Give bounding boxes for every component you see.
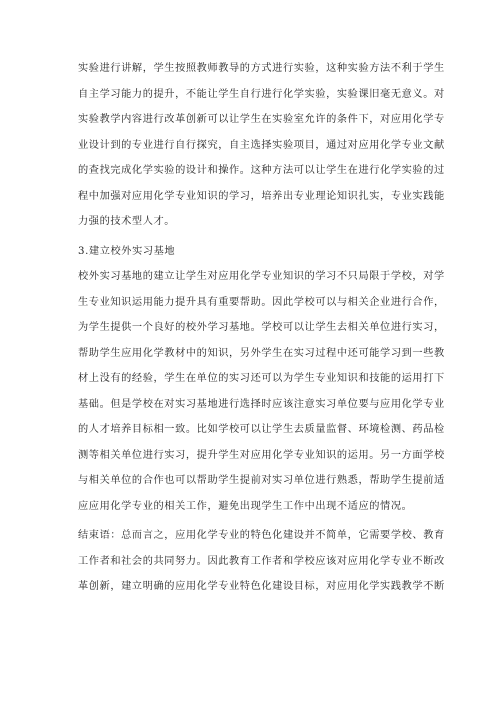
text-line: 测等相关单位进行实习，提升学生对应用化学专业知识的运用。另一方面学校 [78,449,445,461]
text-line: 应应用化学专业的相关工作，避免出现学生工作中出现不适应的情况。 [78,500,413,512]
text-line: 实验教学内容进行改革创新可以让学生在实验室允许的条件下，对应用化学专 [78,114,445,125]
text-line: 工作者和社会的共同努力。因此教育工作者和学校应该对应用化学专业不断改 [78,555,445,567]
text-line: 与相关单位的合作也可以帮助学生提前对实习单位进行熟悉，帮助学生提前适 [78,475,445,486]
text-line: 结束语：总而言之，应用化学专业的特色化建设并不简单，它需要学校、教育 [78,530,445,541]
section-heading: 3.建立校外实习基地 [78,245,176,257]
document-page [78,56,445,600]
paragraph-conclusion [78,523,445,600]
paragraph-experiment-teaching [78,56,445,235]
text-line: 业设计到的专业进行自行探究，自主选择实验项目，通过对应用化学专业文献 [78,139,445,151]
paragraph-internship-base [78,264,445,519]
text-line: 校外实习基地的建立让学生对应用化学专业知识的学习不只局限于学校，对学 [78,271,445,282]
text-line: 的查找完成化学实验的设计和操作。这种方法可以让学生在进行化学实验的过 [78,165,445,176]
text-line: 为学生提供一个良好的校外学习基地。学校可以让学生去相关单位进行实习， [78,322,445,333]
text-line: 的人才培养目标相一致。比如学校可以让学生去质量监督、环境检测、药品检 [78,424,445,435]
text-line: 生专业知识运用能力提升具有重要帮助。因此学校可以与相关企业进行合作， [78,296,445,308]
text-line: 自主学习能力的提升，不能让学生自行进行化学实验，实验课旧毫无意义。对 [78,88,445,100]
text-line: 实验进行讲解，学生按照教师教导的方式进行实验，这种实验方法不利于学生 [78,63,445,74]
text-line: 革创新，建立明确的应用化学专业特色化建设目标，对应用化学实践教学不断 [78,581,445,592]
text-line: 基础。但是学校在对实习基地进行选择时应该注意实习单位要与应用化学专业 [78,398,445,410]
text-line: 力强的技术型人才。 [78,216,176,227]
text-line: 材上没有的经验，学生在单位的实习还可以为学生专业知识和技能的运用打下 [78,373,445,384]
text-line: 程中加强对应用化学专业知识的学习，培养出专业理论知识扎实，专业实践能 [78,190,445,202]
text-line: 帮助学生应用化学教材中的知识，另外学生在实习过程中还可能学习到一些教 [78,347,445,359]
